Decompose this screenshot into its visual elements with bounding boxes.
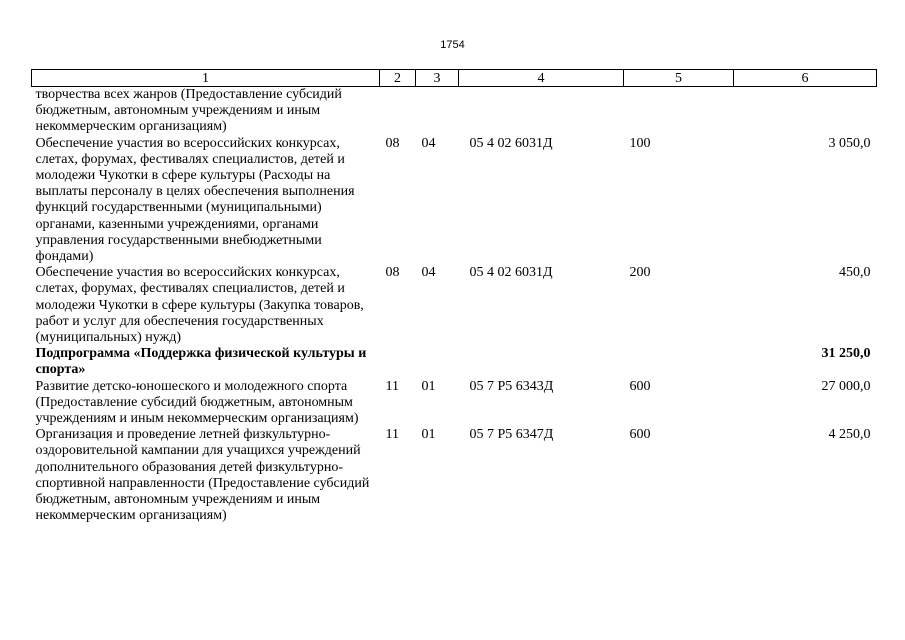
row-expense-type — [624, 346, 734, 378]
column-header-expense-type: 5 — [624, 70, 734, 87]
row-target-item: 05 7 P5 6343Д — [469, 378, 554, 394]
subprogram-total: 31 250,0 — [821, 346, 871, 362]
row-section: 11 — [385, 378, 399, 394]
row-subsection — [416, 87, 459, 136]
row-target-item: 05 4 02 6031Д — [469, 265, 553, 281]
subprogram-row — [32, 346, 877, 378]
table-row — [32, 265, 877, 346]
row-subsection — [416, 346, 459, 378]
row-target-item: 05 7 P5 6347Д — [469, 427, 554, 443]
row-section — [380, 87, 416, 136]
table-row — [32, 136, 877, 266]
row-name: Развитие детско-юношеского и молодежного спорта (Предоставление субсидий бюджетным, автономным учреждениям и иным некоммерческим организациям) — [35, 378, 359, 427]
row-section: 08 — [385, 265, 400, 281]
column-header-name: 1 — [32, 70, 380, 87]
row-expense-type — [624, 87, 734, 136]
column-header-subsection: 3 — [416, 70, 459, 87]
column-header-amount: 6 — [734, 70, 877, 87]
row-expense-type: 600 — [629, 427, 651, 443]
row-amount — [734, 87, 877, 136]
row-section — [380, 346, 416, 378]
row-name: Обеспечение участия во всероссийских конкурсах, слетах, форумах, фестивалях специалистов, детей и молодежи Чукотки в сфере культуры (Закупка товаров, работ и услуг для обеспечения государственных (муниципальных) нужд) — [35, 265, 364, 346]
row-subsection: 01 — [421, 378, 436, 394]
column-number-header-row — [32, 70, 877, 87]
table-row — [32, 379, 877, 428]
row-amount: 450,0 — [839, 265, 871, 281]
row-expense-type: 100 — [629, 135, 651, 151]
row-subsection: 04 — [421, 265, 436, 281]
row-target-item — [459, 87, 624, 136]
row-amount: 4 250,0 — [828, 427, 871, 443]
page-number: 1754 — [440, 39, 465, 51]
row-subsection: 01 — [421, 427, 436, 443]
row-name: творчества всех жанров (Предоставление субсидий бюджетным, автономным учреждениям и иным некоммерческим организациям) — [35, 87, 342, 135]
table-row — [32, 427, 877, 524]
row-target-item: 05 4 02 6031Д — [469, 135, 553, 151]
row-name: Организация и проведение летней физкультурно-оздоровительной кампании для учащихся учреждений дополнительного образования детей физкультурно-спортивной направленности (Предоставление субсидий бюджетным, автономным учреждениям и иным некоммерческим организациям) — [35, 427, 370, 524]
row-subsection: 04 — [421, 135, 436, 151]
table-row — [32, 87, 877, 136]
row-expense-type: 600 — [629, 378, 651, 394]
row-expense-type: 200 — [629, 265, 651, 281]
row-name: Обеспечение участия во всероссийских конкурсах, слетах, форумах, фестивалях специалистов, детей и молодежи Чукотки в сфере культуры (Расходы на выплаты персоналу в целях обеспечения выполнения функций государственными (муниципальными) органами, казенными учреждениями, органами управления государственными внебюджетными фондами) — [35, 135, 355, 265]
row-target-item — [459, 346, 624, 378]
row-amount: 3 050,0 — [828, 135, 871, 151]
row-section: 11 — [385, 427, 399, 443]
column-header-target-item: 4 — [459, 70, 624, 87]
row-amount: 27 000,0 — [821, 378, 871, 394]
row-section: 08 — [385, 135, 400, 151]
budget-table — [31, 69, 877, 524]
subprogram-title: Подпрограмма «Поддержка физической культуры и спорта» — [35, 346, 367, 378]
column-header-section: 2 — [380, 70, 416, 87]
